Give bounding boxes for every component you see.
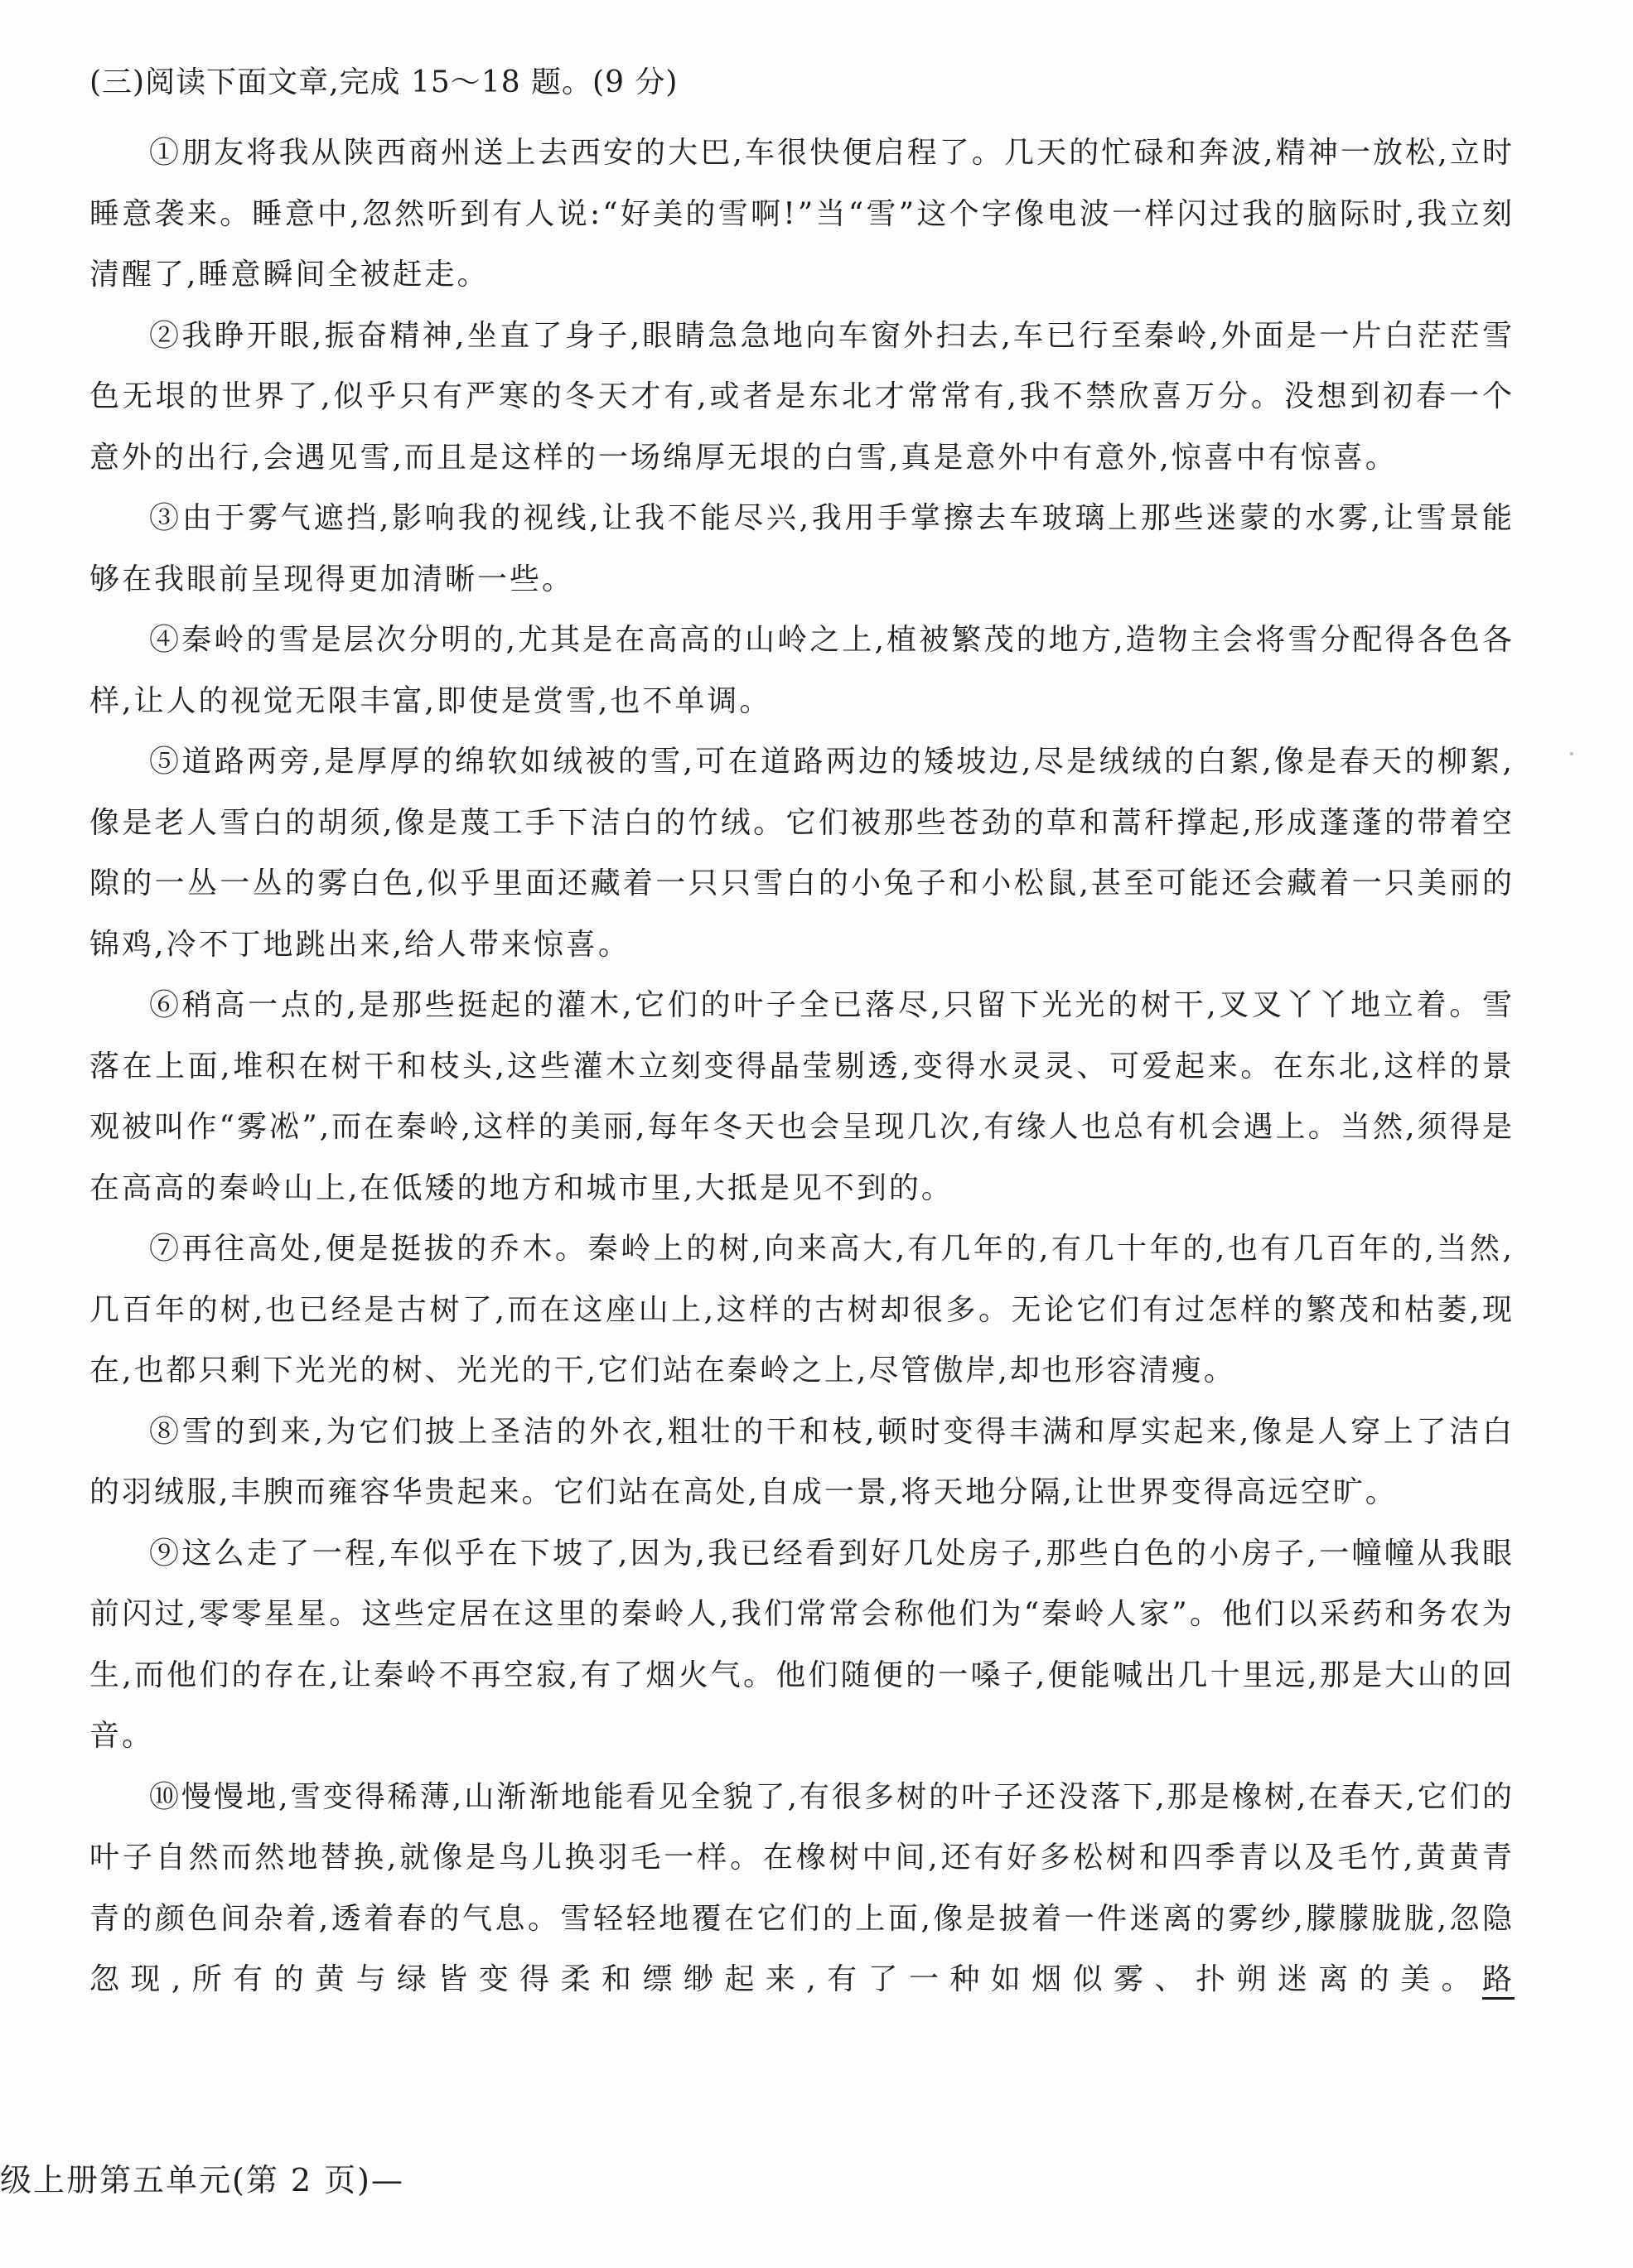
paragraph-10-text: ⑩慢慢地,雪变得稀薄,山渐渐地能看见全貌了,有很多树的叶子还没落下,那是橡树,在春天,它们的叶子自然而然地替换,就像是鸟儿换羽毛一样。在橡树中间,还有好多松树和四季青以及毛竹,黄黄青青的颜色间杂着,透着春的气息。雪轻轻地覆在它们的上面,像是披着一件迷离的雾纱,朦朦胧胧,忽隐忽现,所有的黄与绿皆变得柔和缥缈起来,有了一种如烟似雾、扑朔迷离的美。: [89, 1779, 1515, 1996]
paragraph-3: ③由于雾气遮挡,影响我的视线,让我不能尽兴,我用手掌擦去车玻璃上那些迷蒙的水雾,让雪景能够在我眼前呈现得更加清晰一些。: [89, 501, 1515, 596]
paragraph-5: ⑤道路两旁,是厚厚的绵软如绒被的雪,可在道路两边的矮坡边,尽是绒绒的白絮,像是春天的柳絮,像是老人雪白的胡须,像是蔑工手下洁白的竹绒。它们被那些苍劲的草和蒿秆撑起,形成蓬蓬的带着空隙的一丛一丛的雾白色,似乎里面还藏着一只只雪白的小兔子和小松鼠,甚至可能还会藏着一只美丽的锦鸡,冷不丁地跳出来,给人带来惊喜。: [89, 745, 1515, 962]
paragraph-2: ②我睁开眼,振奋精神,坐直了身子,眼睛急急地向车窗外扫去,车已行至秦岭,外面是一片白茫茫雪色无垠的世界了,似乎只有严寒的冬天才有,或者是东北才常常有,我不禁欣喜万分。没想到初春一个意外的出行,会遇见雪,而且是这样的一场绵厚无垠的白雪,真是意外中有意外,惊喜中有惊喜。: [89, 318, 1515, 475]
paragraph-4: ④秦岭的雪是层次分明的,尤其是在高高的山岭之上,植被繁茂的地方,造物主会将雪分配得各色各样,让人的视觉无限丰富,即使是赏雪,也不单调。: [89, 623, 1515, 718]
continuation-char: 路: [1481, 1962, 1515, 1996]
section-title: (三)阅读下面文章,完成 15～18 题。(9 分): [89, 65, 679, 99]
paragraph-6: ⑥稍高一点的,是那些挺起的灌木,它们的叶子全已落尽,只留下光光的树干,叉叉丫丫地立着。雪落在上面,堆积在树干和枝头,这些灌木立刻变得晶莹剔透,变得水灵灵、可爱起来。在东北,这样的景观被叫作“雾凇”,而在秦岭,这样的美丽,每年冬天也会呈现几次,有缘人也总有机会遇上。当然,须得是在高高的秦岭山上,在低矮的地方和城市里,大抵是见不到的。: [89, 988, 1515, 1205]
paragraph-7: ⑦再往高处,便是挺拔的乔木。秦岭上的树,向来高大,有几年的,有几十年的,也有几百年的,当然,几百年的树,也已经是古树了,而在这座山上,这样的古树却很多。无论它们有过怎样的繁茂和枯萎,现在,也都只剩下光光的树、光光的干,它们站在秦岭之上,尽管傲岸,却也形容清瘦。: [89, 1232, 1515, 1387]
margin-mark: [1570, 752, 1573, 755]
paragraph-8: ⑧雪的到来,为它们披上圣洁的外衣,粗壮的干和枝,顿时变得丰满和厚实起来,像是人穿上了洁白的羽绒服,丰腴而雍容华贵起来。它们站在高处,自成一景,将天地分隔,让世界变得高远空旷。: [89, 1414, 1515, 1509]
page-footer: 级上册第五单元(第 2 页)—: [0, 2162, 404, 2198]
paragraph-1: ①朋友将我从陕西商州送上去西安的大巴,车很快便启程了。几天的忙碌和奔波,精神一放松,立时睡意袭来。睡意中,忽然听到有人说:“好美的雪啊!”当“雪”这个字像电波一样闪过我的脑际时,我立刻清醒了,睡意瞬间全被赶走。: [89, 136, 1515, 292]
paragraph-10: [89, 1767, 1515, 2010]
page-content: [89, 58, 1515, 2010]
paragraph-9: ⑨这么走了一程,车似乎在下坡了,因为,我已经看到好几处房子,那些白色的小房子,一幢幢从我眼前闪过,零零星星。这些定居在这里的秦岭人,我们常常会称他们为“秦岭人家”。他们以采药和务农为生,而他们的存在,让秦岭不再空寂,有了烟火气。他们随便的一嗓子,便能喊出几十里远,那是大山的回音。: [89, 1536, 1515, 1753]
